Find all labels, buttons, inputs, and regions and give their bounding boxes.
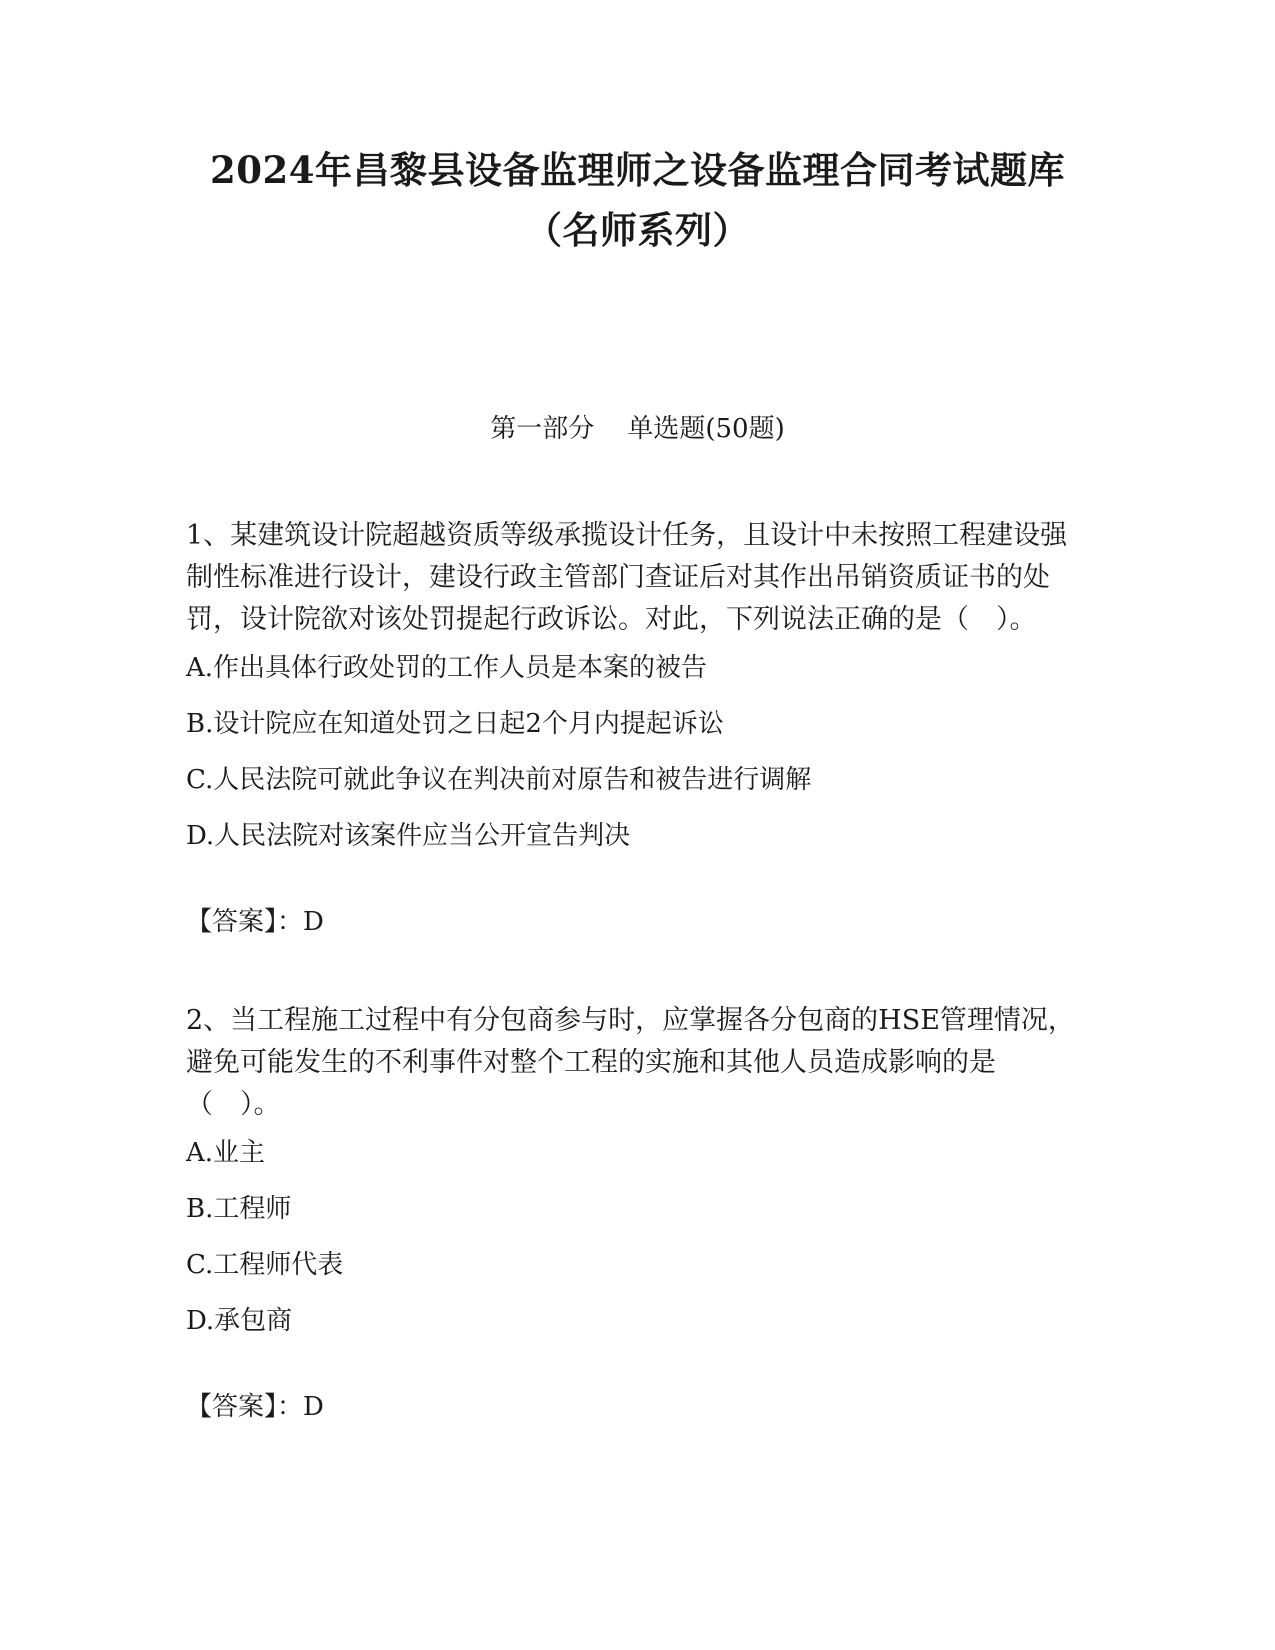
answer-line: 【答案】：D [186,907,324,937]
document-title: 2024年昌黎县设备监理师之设备监理合同考试题库（名师系列） [210,148,1065,252]
option-b: B.工程师 [186,1194,292,1224]
option-b: B.设计院应在知道处罚之日起2个月内提起诉讼 [186,709,724,739]
question-item [186,515,1076,939]
section-heading: 第一部分 单选题(50题) [490,414,785,444]
option-c: C.工程师代表 [186,1250,344,1280]
answer-line: 【答案】：D [186,1392,324,1422]
option-a: A.作出具体行政处罚的工作人员是本案的被告 [186,653,708,683]
option-a: A.业主 [186,1138,266,1168]
option-d: D.人民法院对该案件应当公开宣告判决 [186,821,631,851]
question-stem: 1、某建筑设计院超越资质等级承揽设计任务，且设计中未按照工程建设强制性标准进行设计，建设行政主管部门查证后对其作出吊销资质证书的处罚，设计院欲对该处罚提起行政诉讼。对此，下列说法正确的是（ ）。 [186,520,1068,635]
question-item [186,1000,1076,1424]
option-d: D.承包商 [186,1306,293,1336]
question-stem: 2、当工程施工过程中有分包商参与时，应掌握各分包商的HSE管理情况，避免可能发生的不利事件对整个工程的实施和其他人员造成影响的是（ ）。 [186,1005,1075,1120]
option-c: C.人民法院可就此争议在判决前对原告和被告进行调解 [186,765,812,795]
